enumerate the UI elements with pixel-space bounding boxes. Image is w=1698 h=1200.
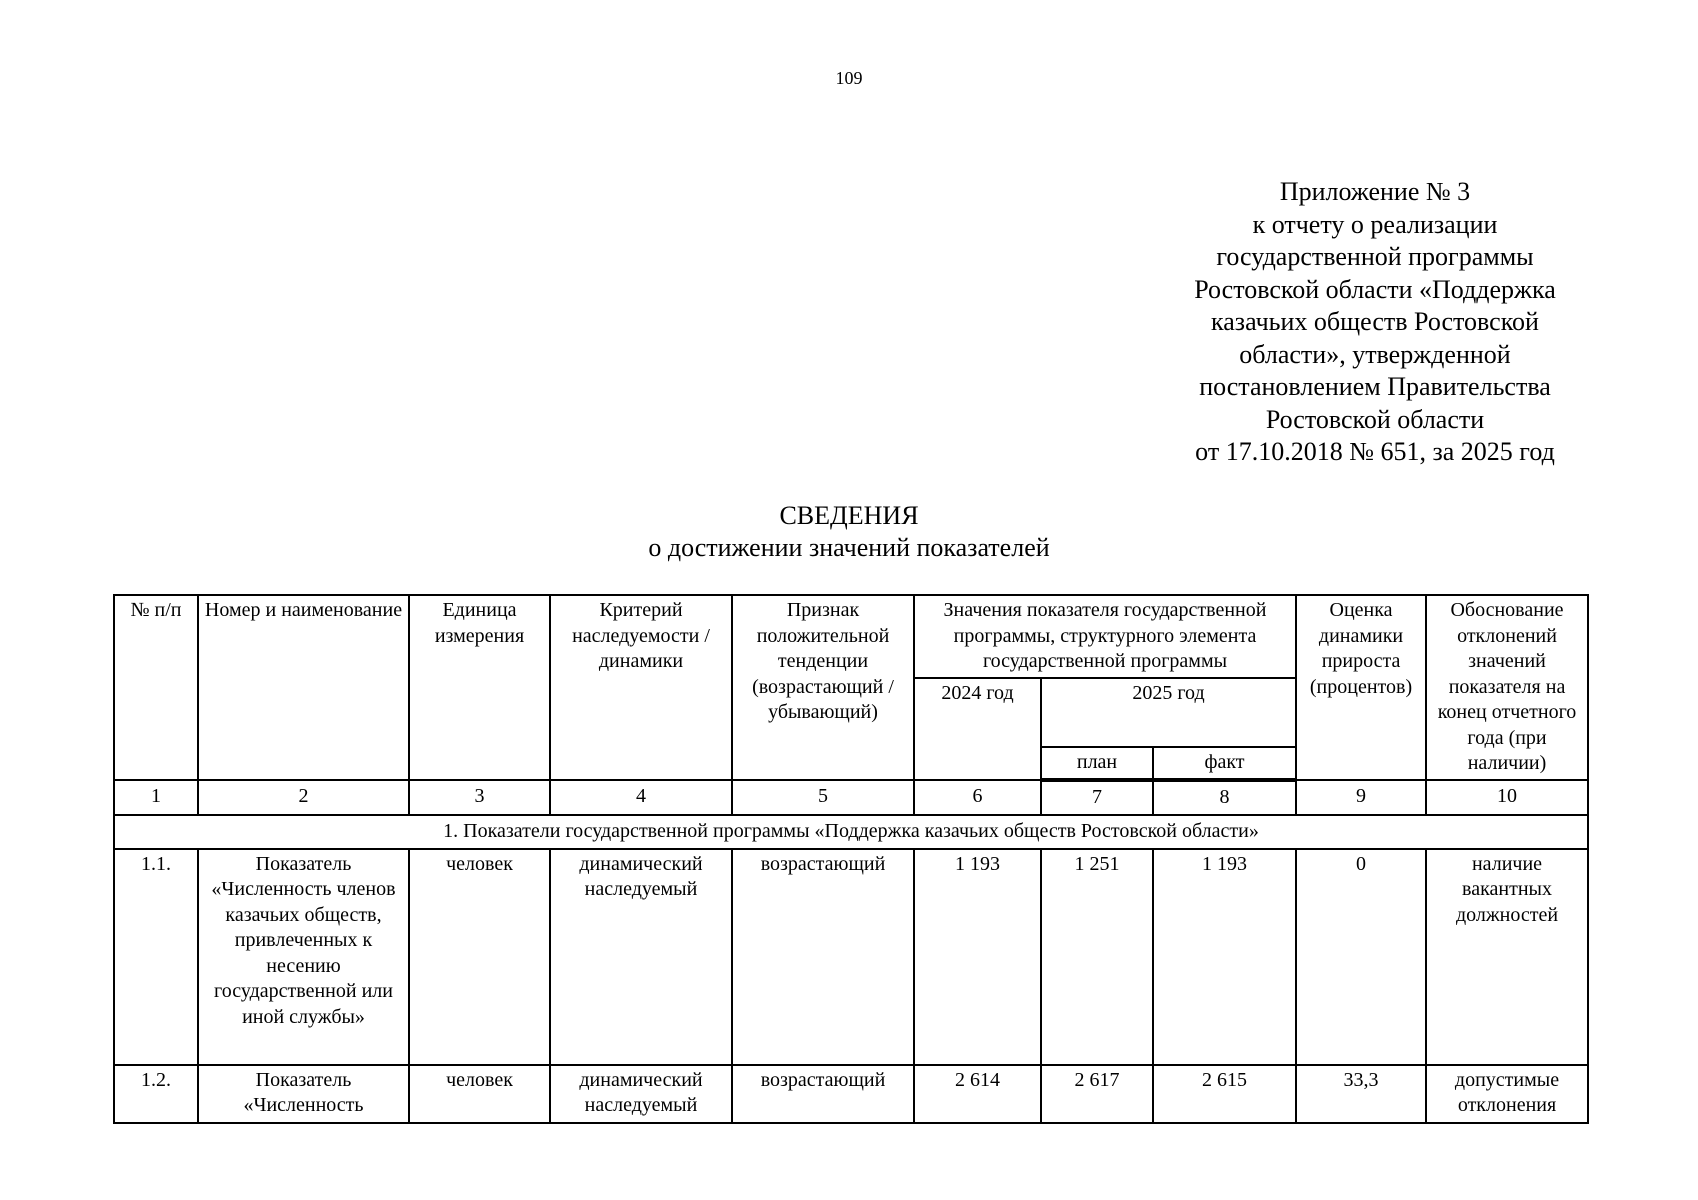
table-row — [114, 1065, 1588, 1123]
row-criterion: динамический наследуемый — [550, 849, 732, 1065]
column-number: 8 — [1153, 780, 1296, 815]
appendix-note — [1155, 176, 1595, 469]
appendix-line: Ростовской области — [1265, 404, 1485, 434]
appendix-line: постановлением Правительства — [1199, 372, 1551, 401]
column-number: 1 — [114, 780, 198, 815]
column-number: 10 — [1426, 780, 1588, 815]
header-unit: Единица измерения — [409, 595, 550, 780]
row-num: 1.1. — [114, 849, 198, 1065]
row-trend: возрастающий — [732, 849, 914, 1065]
row-value-2024: 2 614 — [914, 1065, 1041, 1123]
table-row — [114, 849, 1588, 1065]
appendix-line: Ростовской области «Поддержка — [1194, 274, 1556, 304]
row-value-2024: 1 193 — [914, 849, 1041, 1065]
header-fact: факт — [1153, 747, 1296, 780]
column-number: 6 — [914, 780, 1041, 815]
row-trend: возрастающий — [732, 1065, 914, 1123]
document-title — [0, 500, 1698, 564]
column-numbers-row — [114, 780, 1588, 815]
appendix-line: Приложение № 3 — [1279, 177, 1471, 206]
section-row — [114, 815, 1588, 849]
header-trend: Признак положительной тенденции (возрастающий / убывающий) — [732, 595, 914, 780]
row-fact-2025: 1 193 — [1153, 849, 1296, 1065]
row-justification: допустимые отклонения — [1426, 1065, 1588, 1123]
row-unit: человек — [409, 1065, 550, 1123]
header-justification: Обоснование отклонений значений показателя на конец отчетного года (при наличии) — [1426, 595, 1588, 780]
header-year-2024: 2024 год — [914, 678, 1041, 780]
row-fact-2025: 2 615 — [1153, 1065, 1296, 1123]
appendix-line: области», утвержденной — [1239, 339, 1511, 369]
header-criterion: Критерий наследуемости / динамики — [550, 595, 732, 780]
page-number: 109 — [835, 68, 863, 88]
column-number: 5 — [732, 780, 914, 815]
row-dynamics: 0 — [1296, 849, 1426, 1065]
column-number: 3 — [409, 780, 550, 815]
document-title-subtitle: о достижении значений показателей — [648, 533, 1050, 562]
header-name: Номер и наименование — [198, 595, 409, 780]
appendix-line: от 17.10.2018 № 651, за 2025 год — [1195, 437, 1555, 466]
row-name: Показатель «Численность членов казачьих обществ, привлеченных к несению государственной или иной службы» — [198, 849, 409, 1065]
row-name: Показатель «Численность — [198, 1065, 409, 1123]
appendix-line: государственной программы — [1216, 242, 1534, 271]
row-dynamics: 33,3 — [1296, 1065, 1426, 1123]
header-plan: план — [1041, 747, 1153, 780]
row-criterion: динамический наследуемый — [550, 1065, 732, 1123]
column-number: 2 — [198, 780, 409, 815]
column-number: 7 — [1041, 780, 1153, 815]
row-justification: наличие вакантных должностей — [1426, 849, 1588, 1065]
row-plan-2025: 2 617 — [1041, 1065, 1153, 1123]
header-values-group: Значения показателя государственной программы, структурного элемента государственной программы — [914, 595, 1296, 678]
row-unit: человек — [409, 849, 550, 1065]
header-num: № п/п — [114, 595, 198, 780]
header-year-2025: 2025 год — [1041, 678, 1296, 748]
row-num: 1.2. — [114, 1065, 198, 1123]
document-title-main: СВЕДЕНИЯ — [779, 501, 919, 530]
appendix-line: казачьих обществ Ростовской — [1211, 307, 1539, 336]
header-dynamics: Оценка динамики прироста (процентов) — [1296, 595, 1426, 780]
column-number: 9 — [1296, 780, 1426, 815]
row-plan-2025: 1 251 — [1041, 849, 1153, 1065]
section-title: 1. Показатели государственной программы «Поддержка казачьих обществ Ростовской области» — [114, 815, 1588, 849]
indicators-table — [113, 594, 1589, 1124]
appendix-line: к отчету о реализации — [1252, 209, 1498, 239]
column-number: 4 — [550, 780, 732, 815]
